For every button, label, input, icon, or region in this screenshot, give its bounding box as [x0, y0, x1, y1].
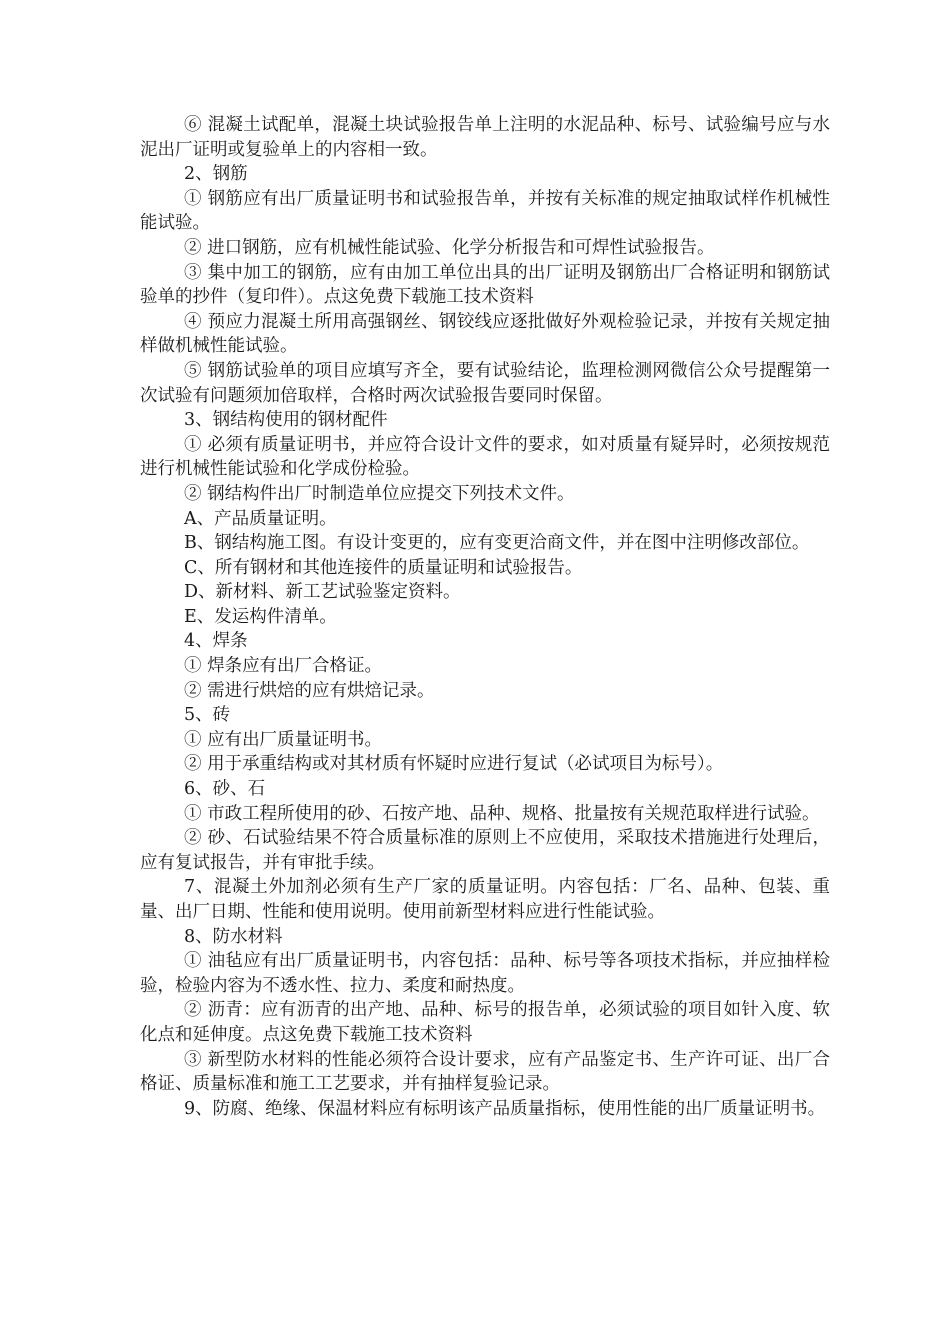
paragraph: ② 沥青：应有沥青的出产地、品种、标号的报告单，必须试验的项目如针入度、软化点和延伸度。点这免费下载施工技术资料	[140, 1000, 830, 1045]
paragraph: 9、防腐、绝缘、保温材料应有标明该产品质量指标，使用性能的出厂质量证明书。	[184, 1098, 826, 1119]
paragraph: ② 砂、石试验结果不符合质量标准的原则上不应使用，采取技术措施进行处理后，应有复试报告，并有审批手续。	[140, 828, 830, 873]
paragraph: ① 市政工程所使用的砂、石按产地、品种、规格、批量按有关规范取样进行试验。	[184, 803, 820, 824]
paragraph: ① 焊条应有出厂合格证。	[184, 656, 383, 677]
paragraph: ② 用于承重结构或对其材质有怀疑时应进行复试（必试项目为标号）。	[184, 754, 724, 775]
document-body	[140, 113, 830, 1121]
paragraph: ④ 预应力混凝土所用高强钢丝、钢铰线应逐批做好外观检验记录，并按有关规定抽样做机械性能试验。	[140, 311, 830, 357]
list-item: C、所有钢材和其他连接件的质量证明和试验报告。	[184, 557, 583, 578]
list-item: A、产品质量证明。	[184, 508, 337, 529]
paragraph: ① 油毡应有出厂质量证明书，内容包括：品种、标号等各项技术指标，并应抽样检验，检验内容为不透水性、拉力、柔度和耐热度。	[140, 951, 830, 996]
section-heading: 5、砖	[184, 705, 231, 726]
list-item: E、发运构件清单。	[184, 606, 337, 627]
paragraph: ② 需进行烘焙的应有烘焙记录。	[184, 680, 435, 701]
paragraph: ② 钢结构件出厂时制造单位应提交下列技术文件。	[184, 483, 575, 504]
section-heading: 6、砂、石	[184, 779, 266, 800]
paragraph: 7、混凝土外加剂必须有生产厂家的质量证明。内容包括：厂名、品种、包装、重量、出厂日期、性能和使用说明。使用前新型材料应进行性能试验。	[140, 877, 830, 922]
section-heading: 2、钢筋	[184, 164, 248, 185]
paragraph: ⑤ 钢筋试验单的项目应填写齐全，要有试验结论，监理检测网微信公众号提醒第一次试验有问题须加倍取样，合格时两次试验报告要同时保留。	[140, 360, 830, 406]
paragraph: ② 进口钢筋，应有机械性能试验、化学分析报告和可焊性试验报告。	[184, 237, 715, 258]
section-heading: 8、防水材料	[184, 926, 283, 947]
paragraph: ① 钢筋应有出厂质量证明书和试验报告单，并按有关标准的规定抽取试样作机械性能试验。	[140, 188, 830, 234]
section-heading: 3、钢结构使用的钢材配件	[184, 410, 388, 431]
paragraph: ① 应有出厂质量证明书。	[184, 729, 383, 750]
paragraph: ① 必须有质量证明书，并应符合设计文件的要求，如对质量有疑异时，必须按规范进行机械性能试验和化学成份检验。	[140, 434, 830, 480]
list-item: D、新材料、新工艺试验鉴定资料。	[184, 582, 461, 603]
list-item: B、钢结构施工图。有设计变更的，应有变更洽商文件，并在图中注明修改部位。	[184, 533, 810, 554]
paragraph: ③ 集中加工的钢筋，应有由加工单位出具的出厂证明及钢筋出厂合格证明和钢筋试验单的抄件（复印件）。点这免费下载施工技术资料	[140, 262, 830, 308]
section-heading: 4、焊条	[184, 631, 248, 652]
paragraph: ⑥ 混凝土试配单，混凝土块试验报告单上注明的水泥品种、标号、试验编号应与水泥出厂证明或复验单上的内容相一致。	[140, 115, 830, 160]
paragraph: ③ 新型防水材料的性能必须符合设计要求，应有产品鉴定书、生产许可证、出厂合格证、质量标准和施工工艺要求，并有抽样复验记录。	[140, 1049, 830, 1095]
